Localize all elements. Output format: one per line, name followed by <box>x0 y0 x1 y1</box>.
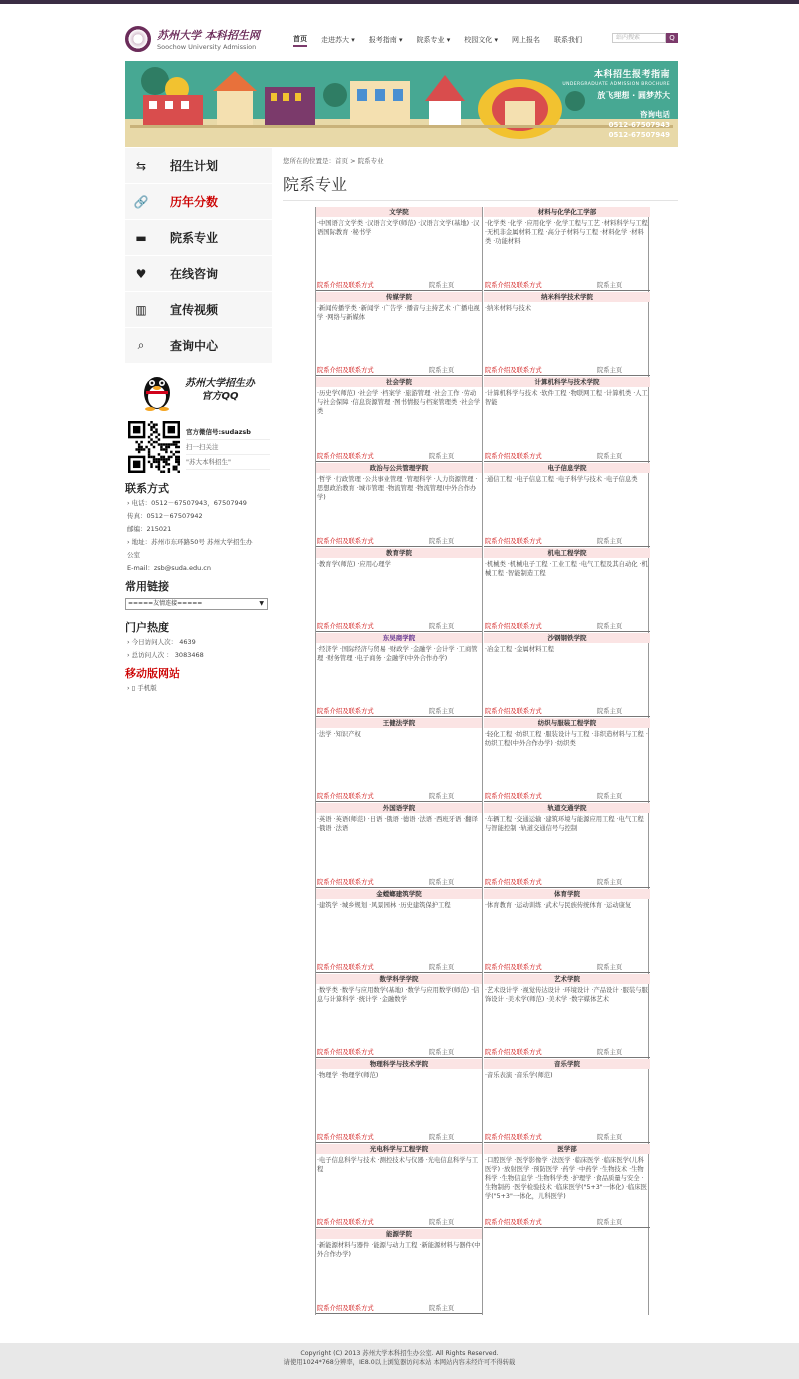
banner-phone: 0512-67507943 <box>608 121 670 129</box>
college-intro-link[interactable]: 院系介绍及联系方式 <box>317 622 374 630</box>
college-majors: ·音乐表演 ·音乐学(师范) <box>485 1072 553 1079</box>
college-intro-link[interactable]: 院系介绍及联系方式 <box>317 1304 374 1312</box>
college-homepage-link[interactable]: 院系主页 <box>597 537 623 545</box>
nav-item[interactable]: 网上报名 <box>512 36 540 44</box>
college-intro-link[interactable]: 院系介绍及联系方式 <box>485 1134 542 1142</box>
college-homepage-link[interactable]: 院系主页 <box>429 1048 455 1056</box>
college-majors: ·计算机科学与技术 ·软件工程 ·物联网工程 ·计算机类 ·人工智能 <box>485 390 648 407</box>
search-input[interactable]: 站内搜索 <box>612 33 666 43</box>
links-title: 常用链接 <box>125 580 169 593</box>
sidebar-menu-label: 院系专业 <box>170 231 219 245</box>
college-card <box>484 633 650 717</box>
college-links <box>316 367 482 376</box>
college-card <box>484 974 650 1058</box>
wechat-info <box>186 425 270 470</box>
college-majors: ·机械类 ·机械电子工程 ·工业工程 ·电气工程及其自动化 ·机械工程 ·智能制造工程 <box>485 560 648 577</box>
college-majors: ·历史学(师范) ·社会学 ·档案学 ·旅游管理 ·社会工作 ·劳动与社会保障 ·信息资源管理 ·图书情报与档案管理类 ·社会学类 <box>317 390 481 416</box>
college-homepage-link[interactable]: 院系主页 <box>429 793 455 801</box>
college-links <box>316 793 482 802</box>
sidebar-menu-icon: ▥ <box>135 302 147 317</box>
qq-caption <box>185 377 255 403</box>
college-links <box>484 708 650 717</box>
banner-phone: 0512-67507949 <box>608 131 670 139</box>
college-links <box>316 708 482 717</box>
college-name[interactable]: 能源学院 <box>316 1229 482 1239</box>
college-links <box>316 1134 482 1143</box>
college-majors: ·电子信息科学与技术 ·测控技术与仪器 ·光电信息科学与工程 <box>317 1157 479 1174</box>
college-intro-link[interactable]: 院系介绍及联系方式 <box>485 367 542 375</box>
nav-item[interactable]: 院系专业 ▾ <box>416 36 451 44</box>
sidebar-menu-icon: ⇆ <box>135 158 147 173</box>
contact-info <box>125 497 272 575</box>
college-homepage-link[interactable]: 院系主页 <box>597 963 623 971</box>
college-links <box>316 282 482 291</box>
sidebar-menu-label: 在线咨询 <box>170 267 219 281</box>
sidebar-menu-icon: ⌕ <box>137 338 145 352</box>
college-majors: ·数学类 ·数学与应用数学(基地) ·数学与应用数学(师范) ·信息与计算科学 ·统计学 ·金融数学 <box>317 986 480 1003</box>
college-links <box>316 1219 482 1228</box>
college-homepage-link[interactable]: 院系主页 <box>429 1219 455 1227</box>
college-name[interactable]: 医学部 <box>484 1144 650 1154</box>
dropdown-arrow-icon: ▼ <box>259 600 264 607</box>
college-homepage-link[interactable]: 院系主页 <box>597 282 623 290</box>
college-homepage-link[interactable]: 院系主页 <box>597 1219 623 1227</box>
college-card <box>316 463 482 547</box>
college-card <box>484 1144 650 1228</box>
college-links <box>484 282 650 291</box>
site-logo[interactable] <box>125 24 275 56</box>
college-homepage-link[interactable]: 院系主页 <box>597 793 623 801</box>
college-homepage-link[interactable]: 院系主页 <box>597 367 623 375</box>
college-majors: ·体育教育 ·运动训练 ·武术与民族传统体育 ·运动康复 <box>485 901 632 909</box>
college-intro-link[interactable]: 院系介绍及联系方式 <box>317 963 374 971</box>
college-links <box>316 1305 482 1314</box>
college-card <box>316 718 482 802</box>
college-name[interactable]: 政治与公共管理学院 <box>316 463 482 473</box>
nav-item[interactable]: 报考指南 ▾ <box>368 36 403 44</box>
nav-item[interactable]: 走进苏大 ▾ <box>321 36 355 44</box>
college-links <box>484 1134 650 1143</box>
college-majors: ·口腔医学 ·医学影像学 ·法医学 ·临床医学 ·临床医学(儿科医学) ·放射医学 ·预防医学 ·药学 ·中药学 ·生物技术 ·生物科学 ·生物信息学 ·生物科学类 ·护理学 ·食品质量与安全 ·生物制药 ·医学检验技术 ·临床医学("5+3"一体化) ·临床医学("5+3"一体化，儿科医学) <box>485 1157 647 1201</box>
college-card <box>484 718 650 802</box>
college-homepage-link[interactable]: 院系主页 <box>597 1134 623 1142</box>
sidebar-menu-icon: ▬ <box>135 230 147 245</box>
college-homepage-link[interactable]: 院系主页 <box>597 452 623 460</box>
college-name[interactable]: 金螳螂建筑学院 <box>316 889 482 899</box>
official-qq[interactable] <box>125 367 272 417</box>
college-name[interactable]: 机电工程学院 <box>484 548 650 558</box>
friend-links-value: =====友情连接===== <box>128 600 203 607</box>
college-card <box>484 377 650 461</box>
college-name[interactable]: 艺术学院 <box>484 974 650 984</box>
college-links <box>316 453 482 462</box>
college-intro-link[interactable]: 院系介绍及联系方式 <box>485 537 542 545</box>
college-card <box>316 207 482 291</box>
college-card <box>484 207 650 291</box>
college-links <box>484 538 650 547</box>
friend-links-select[interactable] <box>125 598 268 610</box>
college-majors: ·法学 ·知识产权 <box>317 731 361 739</box>
college-links <box>484 367 650 376</box>
college-card <box>316 1229 482 1313</box>
mobile-link[interactable]: › ▯ 手机版 <box>127 684 157 692</box>
sidebar <box>125 148 272 695</box>
college-intro-link[interactable]: 院系介绍及联系方式 <box>485 878 542 886</box>
wechat-box <box>125 421 272 477</box>
top-accent-bar <box>0 0 799 4</box>
wechat-scan-hint: 扫一扫关注 <box>186 440 270 455</box>
college-links <box>484 793 650 802</box>
visit-stat-line: › 今日访问人次： 4639 <box>127 638 196 646</box>
contact-line: E-mail：zsb@suda.edu.cn <box>127 564 211 572</box>
college-intro-link[interactable]: 院系介绍及联系方式 <box>485 708 542 716</box>
college-homepage-link[interactable]: 院系主页 <box>429 878 455 886</box>
college-name[interactable]: 体育学院 <box>484 889 650 899</box>
college-card <box>484 803 650 887</box>
page-title: 院系专业 <box>283 175 348 194</box>
college-intro-link[interactable]: 院系介绍及联系方式 <box>317 1219 374 1227</box>
contact-line: 公室 <box>127 551 140 559</box>
breadcrumb: 您所在的位置是：首页 > 院系专业 <box>283 157 384 165</box>
college-links <box>484 453 650 462</box>
college-card <box>316 889 482 973</box>
college-name[interactable]: 王健法学院 <box>316 718 482 728</box>
sidebar-menu-icon: 🔗 <box>133 194 149 209</box>
contact-line: › 地址：苏州市东环路50号 苏州大学招生办 <box>127 538 253 546</box>
banner-slogan: 放飞理想 · 圆梦苏大 <box>597 91 670 100</box>
nav-item[interactable]: 首页 <box>293 34 307 47</box>
qq-penguin-icon <box>141 371 173 411</box>
college-name[interactable]: 东吴商学院 <box>316 633 482 643</box>
contact-line: 邮编：215021 <box>127 525 172 533</box>
college-intro-link[interactable]: 院系介绍及联系方式 <box>485 1048 542 1056</box>
banner-title: 本科招生报考指南 <box>593 70 670 80</box>
college-homepage-link[interactable]: 院系主页 <box>429 1304 455 1312</box>
college-card <box>316 633 482 717</box>
college-intro-link[interactable]: 院系介绍及联系方式 <box>317 1134 374 1142</box>
college-name[interactable]: 纳米科学技术学院 <box>484 292 650 302</box>
college-homepage-link[interactable]: 院系主页 <box>429 537 455 545</box>
college-majors: ·新能源材料与器件 ·能源与动力工程 ·新能源材料与器件(中外合作办学) <box>317 1242 481 1259</box>
hero-banner <box>125 61 678 147</box>
browser-notice: 请使用1024*768分辨率，IE8.0以上浏览器访问本站 本网站内容未经许可不得转载 <box>283 1359 516 1366</box>
college-name[interactable]: 文学院 <box>316 207 482 217</box>
college-intro-link[interactable]: 院系介绍及联系方式 <box>485 793 542 801</box>
college-name[interactable]: 材料与化学化工学部 <box>484 207 650 217</box>
college-links <box>316 623 482 632</box>
college-intro-link[interactable]: 院系介绍及联系方式 <box>485 452 542 460</box>
college-links <box>484 1049 650 1058</box>
college-homepage-link[interactable]: 院系主页 <box>597 622 623 630</box>
college-majors: ·建筑学 ·城乡规划 ·风景园林 ·历史建筑保护工程 <box>317 901 451 909</box>
college-name[interactable]: 光电科学与工程学院 <box>316 1144 482 1154</box>
university-seal-icon <box>125 26 151 52</box>
college-homepage-link[interactable]: 院系主页 <box>429 282 455 290</box>
sidebar-menu-item[interactable] <box>125 256 272 292</box>
college-majors: ·轻化工程 ·纺织工程 ·服装设计与工程 ·非织造材料与工程 ·纺织工程(中外合作办学) ·纺织类 <box>485 731 648 748</box>
college-majors: ·车辆工程 ·交通运输 ·建筑环境与能源应用工程 ·电气工程与智能控制 ·轨道交通信号与控制 <box>485 816 644 833</box>
sidebar-menu-label: 招生计划 <box>170 159 219 173</box>
copyright: Copyright (C) 2013 苏州大学本科招生办公室. All Rights Reserved. <box>300 1350 499 1357</box>
college-majors: ·艺术设计学 ·视觉传达设计 ·环境设计 ·产品设计 ·服装与服饰设计 ·美术学(师范) ·美术学 ·数字媒体艺术 <box>485 986 648 1003</box>
mobile-title: 移动版网站 <box>125 667 180 680</box>
college-card <box>316 548 482 632</box>
college-links <box>316 879 482 888</box>
sidebar-menu-item[interactable] <box>125 292 272 328</box>
college-majors: ·哲学 ·行政管理 ·公共事业管理 ·管理科学 ·人力资源管理 ·思想政治教育 ·城市管理 ·物流管理 ·物流管理(中外合作办学) <box>317 475 478 501</box>
college-homepage-link[interactable]: 院系主页 <box>597 708 623 716</box>
sidebar-menu-item[interactable] <box>125 148 272 184</box>
college-homepage-link[interactable]: 院系主页 <box>429 367 455 375</box>
college-intro-link[interactable]: 院系介绍及联系方式 <box>485 963 542 971</box>
banner-caption <box>562 67 670 140</box>
college-homepage-link[interactable]: 院系主页 <box>429 622 455 630</box>
college-name[interactable]: 沙钢钢铁学院 <box>484 633 650 643</box>
search-button[interactable]: Q <box>666 33 678 43</box>
college-name[interactable]: 外国语学院 <box>316 803 482 813</box>
college-majors: ·中国语言文学类 ·汉语言文学(师范) ·汉语言文学(基地) ·汉语国际教育 ·秘书学 <box>317 220 480 236</box>
college-intro-link[interactable]: 院系介绍及联系方式 <box>317 452 374 460</box>
college-homepage-link[interactable]: 院系主页 <box>429 452 455 460</box>
college-intro-link[interactable]: 院系介绍及联系方式 <box>317 708 374 716</box>
college-majors: ·冶金工程 ·金属材料工程 <box>485 646 554 653</box>
college-intro-link[interactable]: 院系介绍及联系方式 <box>317 537 374 545</box>
banner-title-en: UNDERGRADUATE ADMISSION BROCHURE <box>562 82 670 87</box>
hot-title: 门户热度 <box>125 621 169 634</box>
sidebar-menu-label: 查询中心 <box>170 339 219 353</box>
college-intro-link[interactable]: 院系介绍及联系方式 <box>317 367 374 375</box>
college-majors: ·化学类 ·化学 ·应用化学 ·化学工程与工艺 ·材料科学与工程 ·无机非金属材料工程 ·高分子材料与工程 ·材料化学 ·材料类 ·功能材料 <box>485 220 648 245</box>
site-footer <box>0 1343 799 1379</box>
main-nav <box>293 32 596 48</box>
college-intro-link[interactable]: 院系介绍及联系方式 <box>485 622 542 630</box>
college-majors: ·英语 ·英语(师范) ·日语 ·俄语 ·德语 ·法语 ·西班牙语 ·翻译 ·俄语 ·法语 <box>317 816 478 833</box>
logo-title: 苏州大学 本科招生网 <box>157 29 260 42</box>
wechat-account-name: "苏大本科招生" <box>186 455 270 470</box>
college-links <box>484 879 650 888</box>
site-header <box>125 22 678 58</box>
qq-caption-line: 苏州大学招生办 <box>185 378 255 389</box>
college-majors: ·物理学 ·物理学(师范) <box>317 1072 379 1079</box>
college-majors: ·教育学(师范) ·应用心理学 <box>317 560 391 568</box>
qq-caption-line: 官方QQ <box>201 391 239 402</box>
college-majors: ·经济学 ·国际经济与贸易 ·财政学 ·金融学 ·会计学 ·工商管理 ·财务管理 ·电子商务 ·金融学(中外合作办学) <box>317 646 478 662</box>
college-homepage-link[interactable]: 院系主页 <box>429 963 455 971</box>
sidebar-menu-icon: ♥ <box>135 266 147 281</box>
college-intro-link[interactable]: 院系介绍及联系方式 <box>317 793 374 801</box>
nav-item[interactable]: 校园文化 ▾ <box>464 36 498 44</box>
college-card <box>484 889 650 973</box>
college-card <box>484 1059 650 1143</box>
college-grid <box>315 207 649 1315</box>
college-name[interactable]: 计算机科学与技术学院 <box>484 377 650 387</box>
college-card <box>484 463 650 547</box>
sidebar-menu-item[interactable] <box>125 184 272 220</box>
college-links <box>316 1049 482 1058</box>
sidebar-menu-label: 历年分数 <box>170 195 219 209</box>
logo-subtitle: Soochow University Admission <box>157 43 257 51</box>
college-intro-link[interactable]: 院系介绍及联系方式 <box>485 1219 542 1227</box>
grid-divider <box>482 207 483 1315</box>
college-homepage-link[interactable]: 院系主页 <box>429 1134 455 1142</box>
college-name[interactable]: 社会学院 <box>316 377 482 387</box>
college-card <box>316 377 482 461</box>
college-intro-link[interactable]: 院系介绍及联系方式 <box>317 282 374 290</box>
college-card <box>316 803 482 887</box>
college-intro-link[interactable]: 院系介绍及联系方式 <box>317 1048 374 1056</box>
college-intro-link[interactable]: 院系介绍及联系方式 <box>317 878 374 886</box>
title-divider <box>283 200 678 201</box>
college-name[interactable]: 音乐学院 <box>484 1059 650 1069</box>
contact-line: 传真：0512－67507942 <box>127 512 203 520</box>
college-card <box>484 548 650 632</box>
visit-stats <box>125 636 272 662</box>
contact-title: 联系方式 <box>125 482 169 495</box>
college-name[interactable]: 电子信息学院 <box>484 463 650 473</box>
college-card <box>316 1059 482 1143</box>
contact-line: › 电话：0512－67507943，67507949 <box>127 499 247 507</box>
college-card <box>316 974 482 1058</box>
college-links <box>316 964 482 973</box>
college-intro-link[interactable]: 院系介绍及联系方式 <box>485 282 542 290</box>
visit-stat-line: › 总访问人次 ： 3083468 <box>127 651 204 659</box>
nav-item[interactable]: 联系我们 <box>554 36 582 44</box>
banner-phone-label: 咨询电话 <box>640 110 670 119</box>
college-majors: ·通信工程 ·电子信息工程 ·电子科学与技术 ·电子信息类 <box>485 475 638 483</box>
college-name[interactable]: 数学科学学院 <box>316 974 482 984</box>
college-links <box>316 538 482 547</box>
sidebar-menu-item[interactable] <box>125 220 272 256</box>
college-majors: ·纳米材料与技术 <box>485 305 532 313</box>
college-homepage-link[interactable]: 院系主页 <box>429 708 455 716</box>
college-homepage-link[interactable]: 院系主页 <box>597 1048 623 1056</box>
wechat-qr-code-icon <box>128 421 180 473</box>
college-name[interactable]: 传媒学院 <box>316 292 482 302</box>
college-card <box>316 1144 482 1228</box>
college-homepage-link[interactable]: 院系主页 <box>597 878 623 886</box>
college-name[interactable]: 教育学院 <box>316 548 482 558</box>
college-links <box>484 964 650 973</box>
college-name[interactable]: 纺织与服装工程学院 <box>484 718 650 728</box>
wechat-id: 官方微信号:sudazsb <box>186 425 270 440</box>
sidebar-menu-label: 宣传视频 <box>170 303 219 317</box>
sidebar-menu <box>125 148 272 364</box>
college-name[interactable]: 轨道交通学院 <box>484 803 650 813</box>
college-card <box>484 292 650 376</box>
college-name[interactable]: 物理科学与技术学院 <box>316 1059 482 1069</box>
college-links <box>484 1219 650 1228</box>
sidebar-menu-item[interactable] <box>125 328 272 364</box>
college-majors: ·新闻传播学类 ·新闻学 ·广告学 ·播音与主持艺术 ·广播电视学 ·网络与新媒体 <box>317 305 480 322</box>
college-links <box>484 623 650 632</box>
college-card <box>316 292 482 376</box>
